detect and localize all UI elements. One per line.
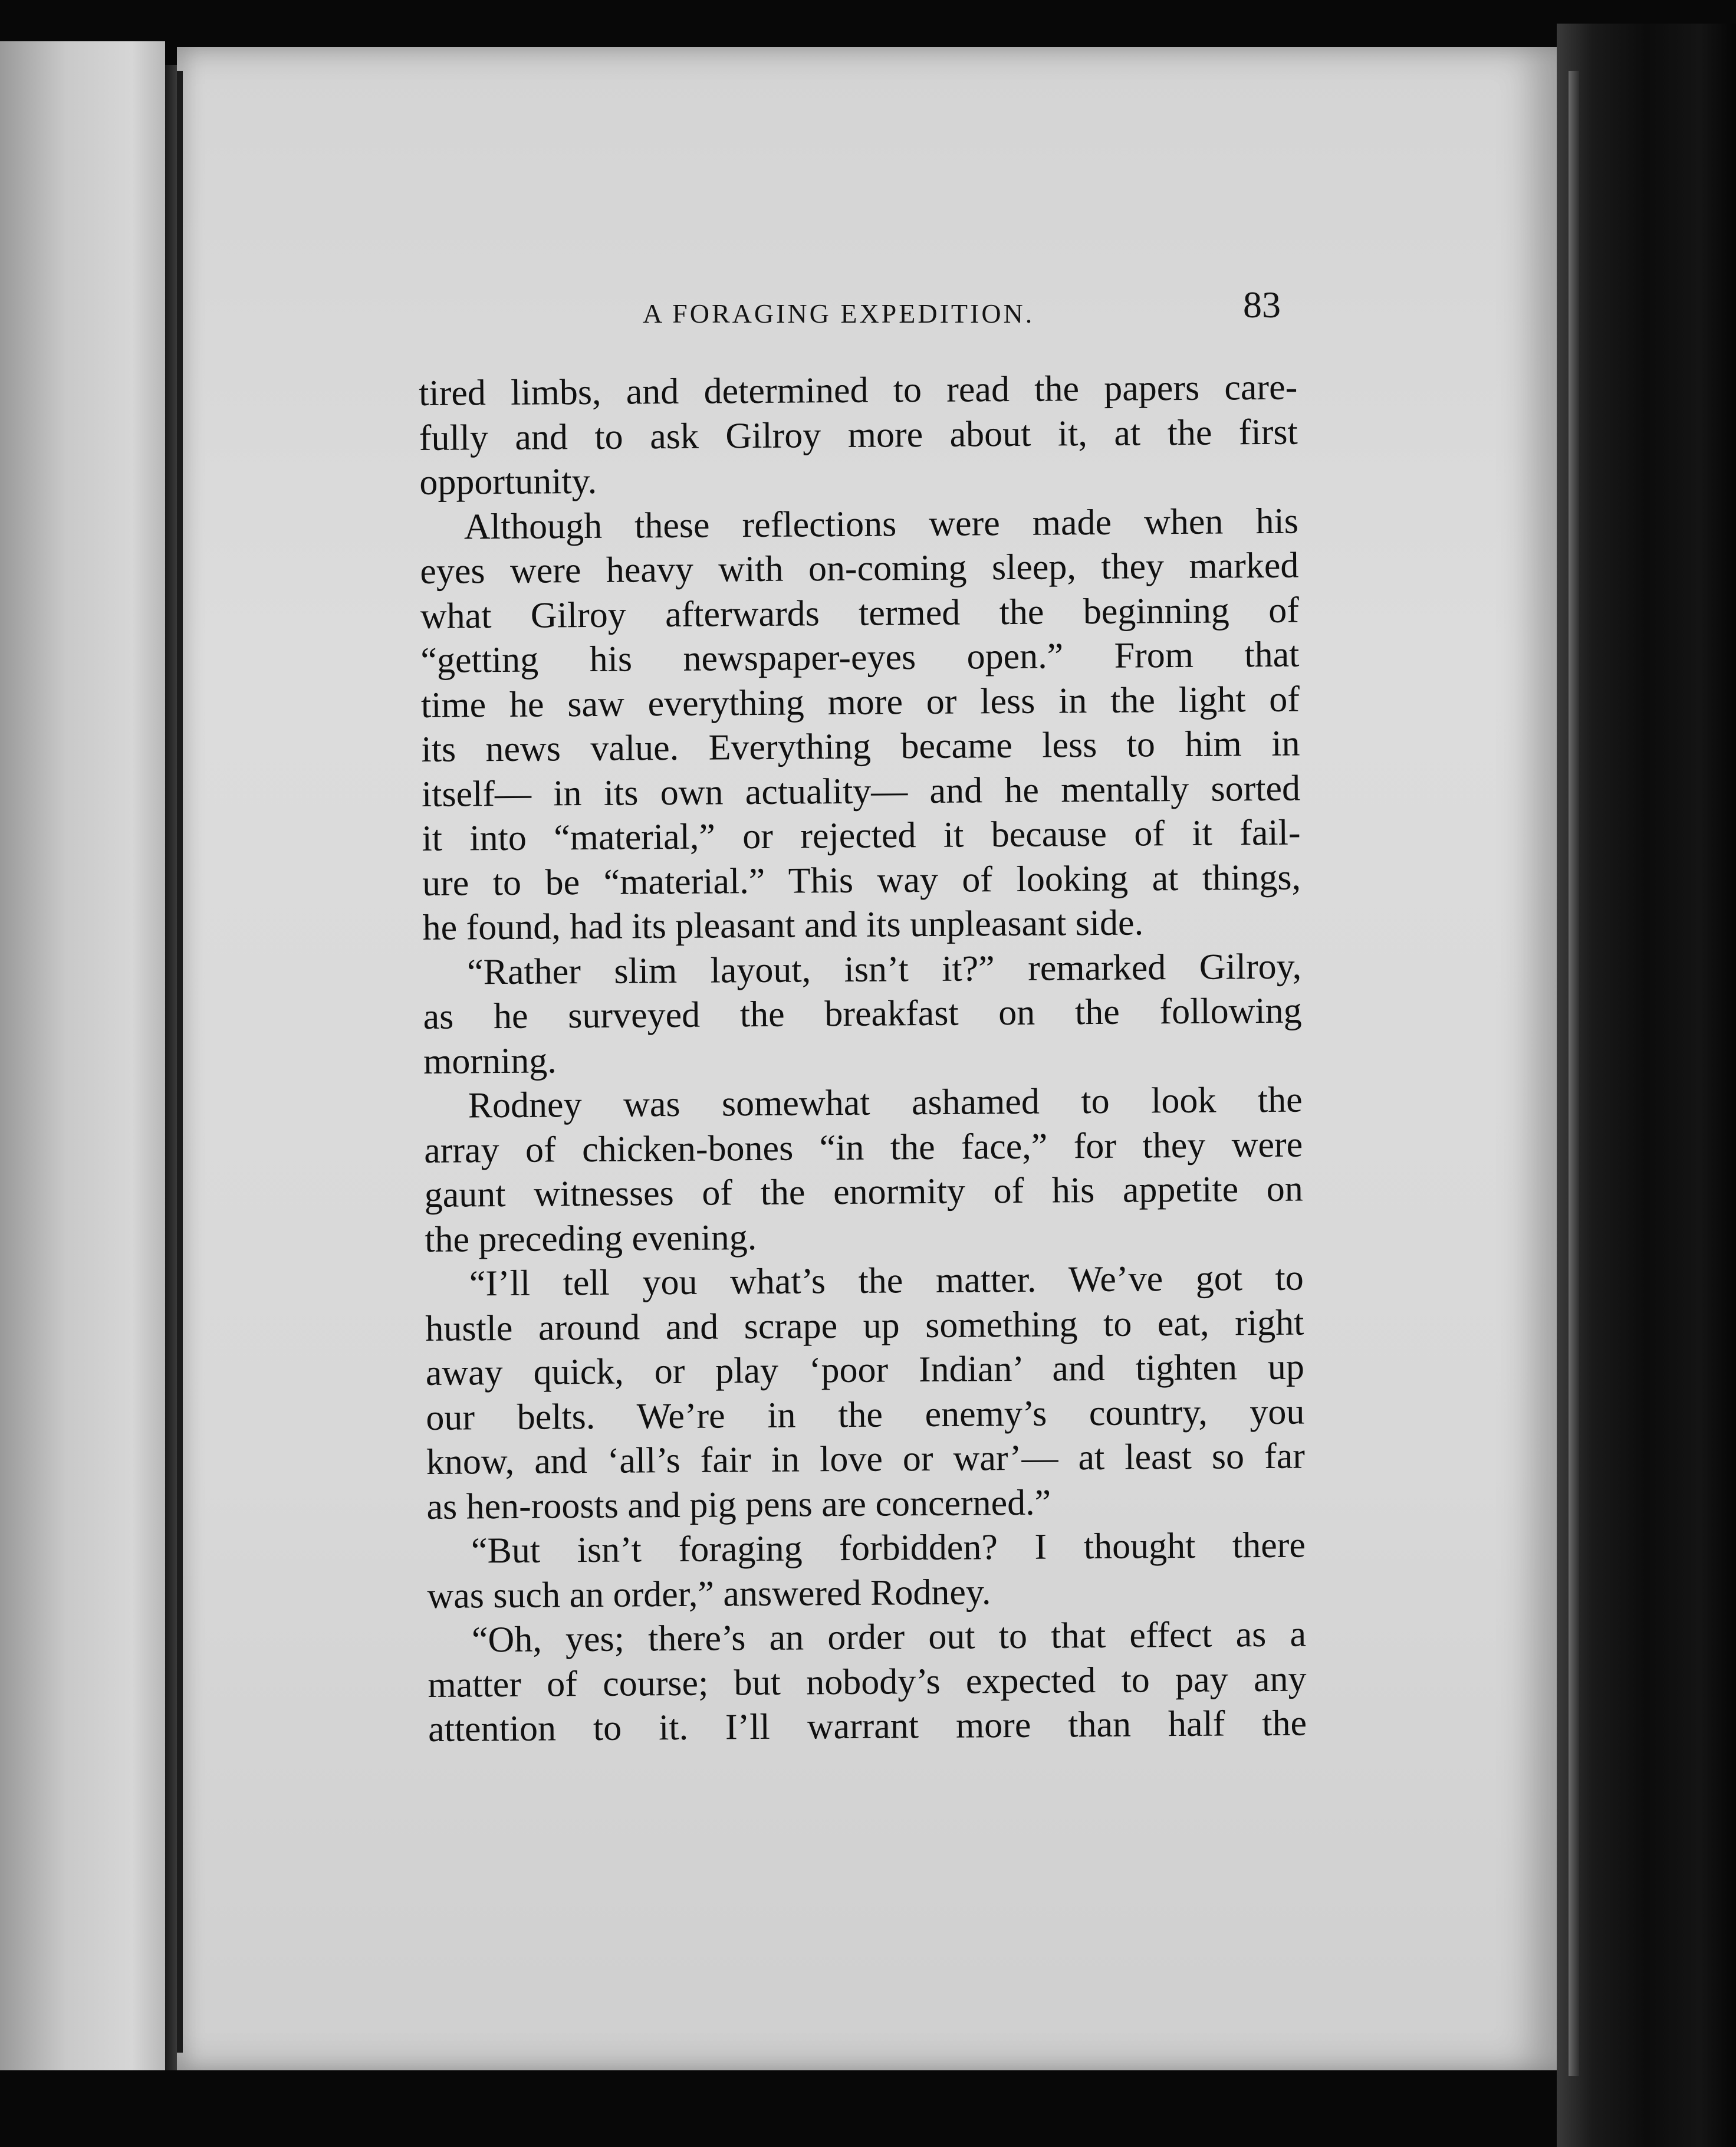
text-line: our belts. We’re in the enemy’s country, you xyxy=(426,1391,1305,1438)
text-line: as hen-roosts and pig pens are concerned.” xyxy=(426,1482,1051,1527)
text-line: know, and ‘all’s fair in love or war’— at least so far xyxy=(426,1436,1306,1482)
book-binding-edge xyxy=(1557,24,1736,2147)
text-line: tired limbs, and determined to read the papers care- xyxy=(419,367,1298,413)
text-line: eyes were heavy with on-coming sleep, they marked xyxy=(420,545,1299,592)
text-line: ure to be “material.” This way of looking at things, xyxy=(422,857,1301,904)
text-line: itself— in its own actuality— and he mentally sorted xyxy=(421,768,1301,815)
text-line: it into “material,” or rejected it because of it fail- xyxy=(422,812,1301,859)
text-line: attention to it. I’ll warrant more than half the xyxy=(428,1703,1307,1749)
text-line: was such an order,” answered Rodney. xyxy=(427,1571,991,1616)
text-line: Rodney was somewhat ashamed to look the xyxy=(468,1079,1303,1126)
text-line: “Rather slim layout, isn’t it?” remarked Gilroy, xyxy=(466,946,1302,992)
text-line: opportunity. xyxy=(419,461,597,503)
text-line: away quick, or play ‘poor Indian’ and tighten up xyxy=(425,1347,1305,1393)
text-line: the preceding evening. xyxy=(425,1217,757,1260)
text-line: “Oh, yes; there’s an order out to that effect as a xyxy=(471,1614,1307,1660)
text-line: fully and to ask Gilroy more about it, at the first xyxy=(419,412,1298,458)
text-line: “I’ll tell you what’s the matter. We’ve got to xyxy=(469,1258,1304,1304)
page-edge-line xyxy=(177,71,183,2053)
text-line: Although these reflections were made when his xyxy=(463,501,1299,547)
text-line: matter of course; but nobody’s expected to pay any xyxy=(428,1659,1307,1705)
page-stack-edge xyxy=(1569,71,1579,2076)
body-text xyxy=(419,366,1307,1752)
text-line: time he saw everything more or less in the light of xyxy=(420,679,1300,725)
facing-page-edge xyxy=(0,41,165,2070)
text-line: “But isn’t foraging forbidden? I thought there xyxy=(471,1525,1306,1571)
text-line: morning. xyxy=(423,1040,557,1082)
text-line: its news value. Everything became less to him in xyxy=(421,723,1300,770)
text-line: “getting his newspaper-eyes open.” From that xyxy=(420,634,1300,681)
text-line: array of chicken-bones “in the face,” for they were xyxy=(423,1124,1303,1171)
text-line: gaunt witnesses of the enormity of his appetite on xyxy=(424,1168,1303,1215)
text-line: hustle around and scrape up something to eat, right xyxy=(425,1302,1304,1349)
text-line: as he surveyed the breakfast on the following xyxy=(423,990,1302,1037)
page-number: 83 xyxy=(1243,284,1281,326)
text-line: what Gilroy afterwards termed the beginning of xyxy=(420,590,1300,636)
running-header: A FORAGING EXPEDITION. xyxy=(643,298,1035,329)
text-line: he found, had its pleasant and its unpleasant side. xyxy=(422,902,1144,948)
